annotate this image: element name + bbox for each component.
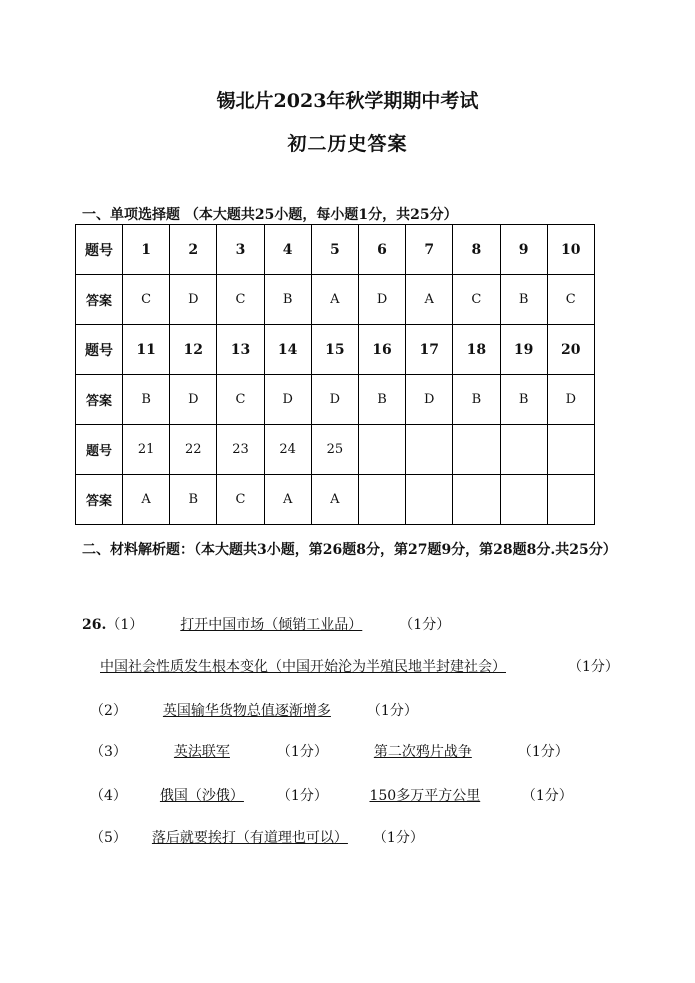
question-number: 8 xyxy=(453,225,500,275)
answer-cell: B xyxy=(500,375,547,425)
answer-cell: A xyxy=(311,475,358,525)
part-1-label: （1） xyxy=(106,617,144,633)
part-4-label: （4） xyxy=(90,788,127,804)
section-2-heading: 二、材料解析题：（本大题共3小题，第26题8分，第27题9分，第28题8分.共25分） xyxy=(82,542,617,558)
score-label: （1分） xyxy=(372,830,424,846)
question-number: 10 xyxy=(547,225,594,275)
question-number: 20 xyxy=(547,325,594,375)
question-number: 15 xyxy=(311,325,358,375)
answer-1: 打开中国市场（倾销工业品） xyxy=(180,617,363,633)
part-3-label: （3） xyxy=(90,744,127,760)
question-number: 25 xyxy=(311,425,358,475)
answer-cell: D xyxy=(358,275,405,325)
table-row xyxy=(76,475,595,525)
empty-cell xyxy=(453,425,500,475)
answer-cell: B xyxy=(453,375,500,425)
question-number: 11 xyxy=(123,325,170,375)
exam-title: 锡北片2023年秋学期期中考试 xyxy=(216,90,479,112)
row-label: 题号 xyxy=(76,225,123,275)
table-row xyxy=(76,325,595,375)
answer-4a: 俄国（沙俄） xyxy=(159,788,244,804)
empty-cell xyxy=(547,425,594,475)
empty-cell xyxy=(358,425,405,475)
question-number: 5 xyxy=(311,225,358,275)
score-label: （1分） xyxy=(366,703,418,719)
row-label: 答案 xyxy=(76,375,123,425)
q26-line-1 xyxy=(82,614,450,634)
empty-cell xyxy=(453,475,500,525)
section-1-heading: 一、单项选择题 （本大题共25小题，每小题1分，共25分） xyxy=(82,207,458,223)
exam-subtitle: 初二历史答案 xyxy=(287,133,408,155)
empty-cell xyxy=(358,475,405,525)
row-label: 题号 xyxy=(76,325,123,375)
score-label: （1分） xyxy=(276,788,328,804)
answer-cell: C xyxy=(217,475,264,525)
row-label: 答案 xyxy=(76,475,123,525)
empty-cell xyxy=(406,475,453,525)
question-number: 2 xyxy=(170,225,217,275)
question-number: 7 xyxy=(406,225,453,275)
question-number: 18 xyxy=(453,325,500,375)
score-label: （1分） xyxy=(399,617,451,633)
answer-cell: B xyxy=(123,375,170,425)
q26-line-5 xyxy=(90,785,573,805)
empty-cell xyxy=(500,425,547,475)
empty-cell xyxy=(547,475,594,525)
question-number: 14 xyxy=(264,325,311,375)
q26-line-2 xyxy=(100,656,619,676)
table-row xyxy=(76,225,595,275)
question-number: 23 xyxy=(217,425,264,475)
answer-cell: C xyxy=(217,275,264,325)
table-row xyxy=(76,375,595,425)
part-5-label: （5） xyxy=(90,830,127,846)
answer-cell: B xyxy=(170,475,217,525)
q26-number: 26. xyxy=(82,617,107,633)
answer-cell: D xyxy=(170,275,217,325)
part-2-label: （2） xyxy=(90,703,127,719)
row-label: 题号 xyxy=(76,425,123,475)
question-number: 22 xyxy=(170,425,217,475)
answer-cell: C xyxy=(217,375,264,425)
table-row xyxy=(76,275,595,325)
question-number: 21 xyxy=(123,425,170,475)
score-label: （1分） xyxy=(276,744,328,760)
answer-cell: B xyxy=(358,375,405,425)
q26-line-6 xyxy=(90,827,424,847)
question-number: 3 xyxy=(217,225,264,275)
answer-cell: C xyxy=(453,275,500,325)
answer-cell: D xyxy=(547,375,594,425)
answer-cell: D xyxy=(406,375,453,425)
answer-table xyxy=(75,224,595,525)
answer-1b: 中国社会性质发生根本变化（中国开始沦为半殖民地半封建社会） xyxy=(100,659,506,675)
question-number: 17 xyxy=(406,325,453,375)
row-label: 答案 xyxy=(76,275,123,325)
answer-cell: A xyxy=(311,275,358,325)
score-label: （1分） xyxy=(568,659,619,675)
empty-cell xyxy=(406,425,453,475)
question-number: 24 xyxy=(264,425,311,475)
question-number: 4 xyxy=(264,225,311,275)
answer-cell: B xyxy=(500,275,547,325)
score-label: （1分） xyxy=(521,788,573,804)
score-label: （1分） xyxy=(517,744,569,760)
question-number: 12 xyxy=(170,325,217,375)
question-number: 19 xyxy=(500,325,547,375)
answer-3a: 英法联军 xyxy=(173,744,230,760)
question-number: 6 xyxy=(358,225,405,275)
answer-cell: A xyxy=(264,475,311,525)
question-number: 13 xyxy=(217,325,264,375)
answer-2: 英国输华货物总值逐渐增多 xyxy=(162,703,331,719)
table-row xyxy=(76,425,595,475)
q26-line-4 xyxy=(90,741,569,761)
q26-line-3 xyxy=(90,700,418,720)
answer-3b: 第二次鸦片战争 xyxy=(373,744,472,760)
question-number: 9 xyxy=(500,225,547,275)
answer-cell: D xyxy=(170,375,217,425)
answer-cell: A xyxy=(406,275,453,325)
answer-cell: D xyxy=(311,375,358,425)
question-number: 1 xyxy=(123,225,170,275)
answer-cell: D xyxy=(264,375,311,425)
answer-cell: C xyxy=(547,275,594,325)
question-number: 16 xyxy=(358,325,405,375)
answer-cell: B xyxy=(264,275,311,325)
answer-4b: 150多万平方公里 xyxy=(369,788,481,804)
answer-cell: C xyxy=(123,275,170,325)
answer-5: 落后就要挨打（有道理也可以） xyxy=(151,830,348,846)
answer-cell: A xyxy=(123,475,170,525)
empty-cell xyxy=(500,475,547,525)
